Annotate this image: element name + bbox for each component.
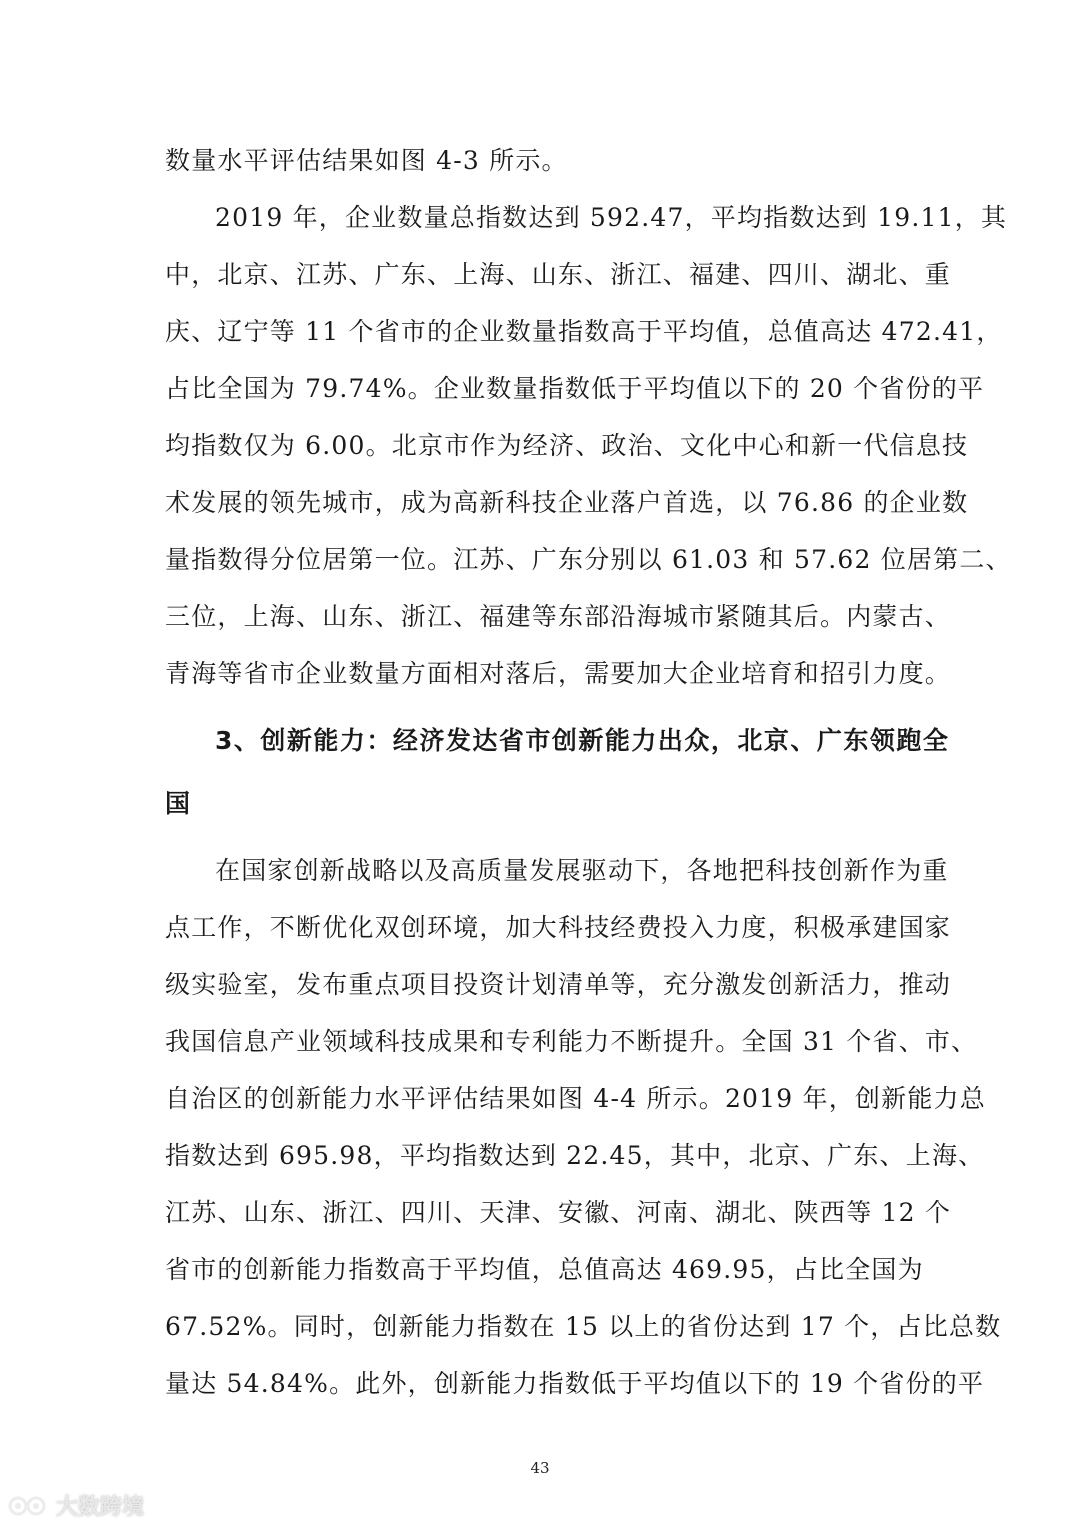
paragraph-line: 2019 年，企业数量总指数达到 592.47，平均指数达到 19.11，其 bbox=[215, 203, 1008, 232]
section-heading: 3、创新能力：经济发达省市创新能力出众，北京、广东领跑全 bbox=[215, 726, 950, 755]
paragraph-line: 指数达到 695.98，平均指数达到 22.45，其中，北京、广东、上海、 bbox=[165, 1141, 985, 1170]
paragraph-line: 在国家创新战略以及高质量发展驱动下，各地把科技创新作为重 bbox=[215, 856, 949, 885]
paragraph-line: 中，北京、江苏、广东、上海、山东、浙江、福建、四川、湖北、重 bbox=[165, 260, 952, 289]
paragraph-line: 67.52%。同时，创新能力指数在 15 以上的省份达到 17 个，占比总数 bbox=[165, 1312, 1002, 1341]
paragraph-line: 术发展的领先城市，成为高新科技企业落户首选，以 76.86 的企业数 bbox=[165, 488, 969, 517]
section-heading-continued: 国 bbox=[165, 789, 192, 818]
eye-logo-icon bbox=[8, 1494, 50, 1518]
paragraph-line: 自治区的创新能力水平评估结果如图 4-4 所示。2019 年，创新能力总 bbox=[165, 1084, 986, 1113]
paragraph-line: 量达 54.84%。此外，创新能力指数低于平均值以下的 19 个省份的平 bbox=[165, 1369, 985, 1398]
paragraph-line: 三位，上海、山东、浙江、福建等东部沿海城市紧随其后。内蒙古、 bbox=[165, 602, 952, 631]
paragraph-line: 量指数得分位居第一位。江苏、广东分别以 61.03 和 57.62 位居第二、 bbox=[165, 545, 1012, 574]
paragraph-line: 青海等省市企业数量方面相对落后，需要加大企业培育和招引力度。 bbox=[165, 659, 952, 688]
paragraph-line: 数量水平评估结果如图 4-3 所示。 bbox=[165, 146, 568, 175]
watermark-text: 大数跨境 bbox=[56, 1495, 145, 1520]
paragraph-line: 省市的创新能力指数高于平均值，总值高达 469.95，占比全国为 bbox=[165, 1255, 924, 1284]
paragraph-line: 均指数仅为 6.00。北京市作为经济、政治、文化中心和新一代信息技 bbox=[165, 431, 969, 460]
paragraph-line: 占比全国为 79.74%。企业数量指数低于平均值以下的 20 个省份的平 bbox=[165, 374, 985, 403]
paragraph-line: 江苏、山东、浙江、四川、天津、安徽、河南、湖北、陕西等 12 个 bbox=[165, 1198, 952, 1227]
watermark bbox=[8, 1490, 144, 1521]
paragraph-line: 级实验室，发布重点项目投资计划清单等，充分激发创新活力，推动 bbox=[165, 970, 952, 999]
paragraph-line: 点工作，不断优化双创环境，加大科技经费投入力度，积极承建国家 bbox=[165, 913, 952, 942]
paragraph-line: 我国信息产业领域科技成果和专利能力不断提升。全国 31 个省、市、 bbox=[165, 1027, 978, 1056]
page-number: 43 bbox=[530, 1459, 550, 1477]
paragraph-line: 庆、辽宁等 11 个省市的企业数量指数高于平均值，总值高达 472.41， bbox=[165, 317, 1003, 346]
